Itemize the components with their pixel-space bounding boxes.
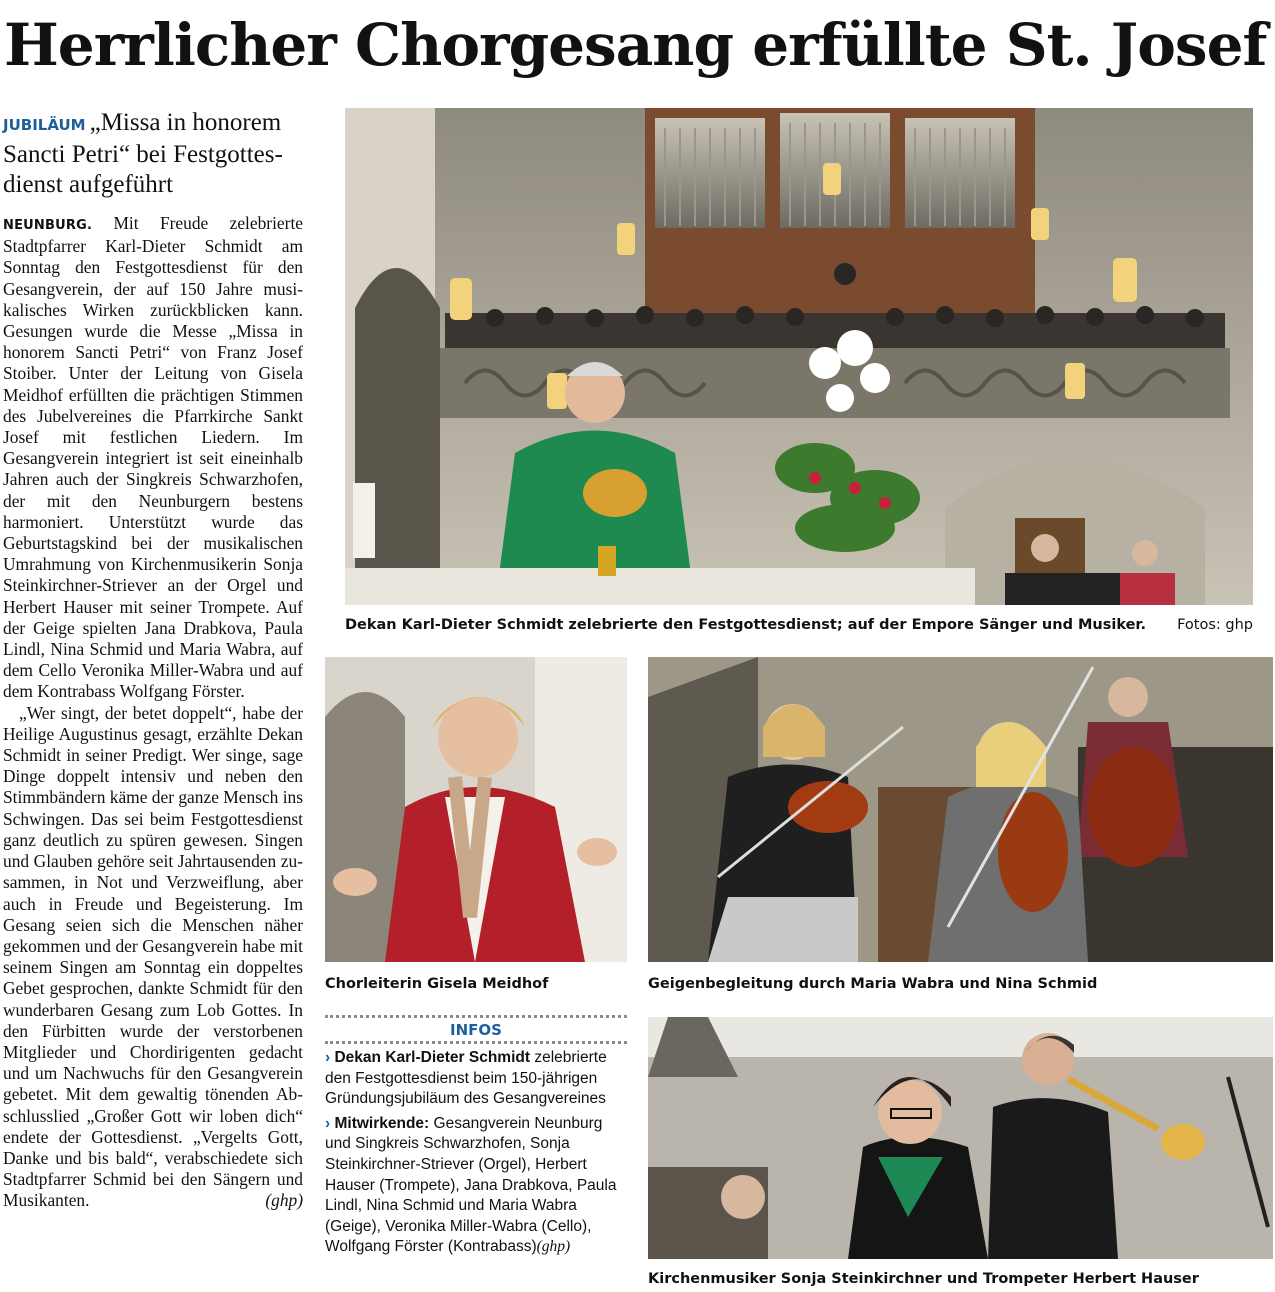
photo-trumpet-illustration (648, 1017, 1273, 1259)
chevron-right-icon: › (325, 1049, 331, 1066)
photo-violinists (648, 657, 1273, 962)
infos-box (325, 1013, 627, 1291)
subheadline-text: „Missa in honorem Sancti Petri“ bei Festgottesdienst aufgeführt (3, 109, 283, 198)
article-paragraph-1 (3, 213, 303, 703)
photo-organist-trumpeter (648, 1017, 1273, 1259)
infos-item-1-text: zelebrierte den Festgottesdienst beim 150-jährigen Gründungsjubiläum des Gesangvereines (325, 1049, 607, 1108)
paragraph-2-text: „Wer singt, der betet doppelt“, habe der Heilige Augustinus gesagt, erzählte Dekan Schmidt in seiner Predigt. Wer singe, sage Dinge doppelt intensiv und neben den Stimmbändern käme der ganze Mensch ins Schwingen. Das sei beim Festgottesdienst ganz deutlich zu spüren gewesen. Singen und Glauben gehöre seit Jahrtausenden zusammen, in Not und Verzweiflung, aber auch in Freude und Begeisterung. Im Gesang seien sich die Menschen näher gekommen und der Gesangverein habe mit seinem Singen am Sonntag ein doppeltes Gebet gesprochen, dankte Schmidt für den wunderbaren Gesang zum Lob Gottes. In den Fürbitten wurde der verstorbenen Mitglieder und Chordirigenten gedacht und um Nachwuchs für den Gesangverein gebetet. Mit dem gewaltig tönenden Abschlusslied „Großer Gott wir loben dich“ endete der Gottesdienst. „Vergelts Gott, Danke und bis bald“, verabschiedete sich Stadtpfarrer Schmid bei den Sängern und Musikanten. (3, 702, 303, 1211)
infos-item-2-lead: Mitwirkende: (334, 1114, 430, 1132)
photo-violin-illustration (648, 657, 1273, 962)
subheadline (3, 108, 313, 200)
infos-item-participants (325, 1114, 627, 1258)
photo-main-illustration (345, 108, 1253, 605)
infos-item-1-lead: Dekan Karl-Dieter Schmidt (334, 1049, 531, 1066)
photo-choir-illustration (325, 657, 627, 962)
photo-credit: Fotos: ghp (1177, 617, 1253, 633)
photo-main-altar (345, 108, 1253, 605)
photo-choir-leader (325, 657, 627, 962)
infos-item-2-text: Gesangverein Neunburg und Singkreis Schwarzhofen, Sonja Steinkirchner-Striever (Orgel), Herbert Hauser (Trompete), Jana Drabkova, Paula Lindl, Nina Schmid und Maria Wabra (Geige), Veronika Miller-Wabra (Cello), Wolfgang Förster (Kontrabass) (325, 1114, 617, 1256)
caption-organist-trumpeter: Kirchenmusiker Sonja Steinkirchner und Trompeter Herbert Hauser (648, 1271, 1199, 1287)
infos-byline: (ghp) (536, 1238, 571, 1256)
dateline: NEUNBURG. (3, 218, 93, 233)
infos-title: INFOS (325, 1015, 627, 1044)
headline: Herrlicher Chorgesang erfüllte St. Josef (4, 11, 1267, 79)
article-body (3, 213, 303, 1288)
article-paragraph-2 (3, 703, 303, 1212)
chevron-right-icon: › (325, 1114, 331, 1132)
paragraph-1-text: Mit Freude zelebrierte Stadtpfarrer Karl-Dieter Schmidt am Sonntag den Festgottesdienst für den Gesangverein, der auf 150 Jahre musikalisches Wirken zurückblicken kann. Gesungen wurde die Messe „Missa in honorem Sancti Petri“ von Franz Josef Stoiber. Unter der Leitung von Gisela Meidhof erfüllten die prächtigen Stimmen des Jubelvereines die Pfarrkirche Sankt Josef mit festlichen Liedern. Im Gesangverein integriert ist seit eineinhalb Jahren auch der Singkreis Schwarzhofen, der mit den Neunburgern bestens harmoniert. Unterstützt wurde das Geburtstagskind bei der musikalischen Umrahmung von Kirchenmusikerin Sonja Steinkirchner-Striever an der Orgel und Herbert Hauser mit seiner Trompete. Auf der Geige spielten Jana Drabkova, Paula Lindl, Nina Schmid und Maria Wabra, auf dem Cello Veronika Miller-Wabra und auf dem Kontrabass Wolfgang Förster. (3, 213, 303, 702)
caption-main-text: Dekan Karl-Dieter Schmidt zelebrierte den Festgottesdienst; auf der Empore Sänger und Musiker. (345, 617, 1147, 633)
infos-item-celebrant (325, 1048, 627, 1110)
author-tag: (ghp) (265, 1190, 303, 1211)
caption-choir-leader: Chorleiterin Gisela Meidhof (325, 976, 549, 992)
caption-main (345, 616, 1253, 634)
kicker-label: JUBILÄUM (3, 116, 86, 134)
caption-violinists: Geigenbegleitung durch Maria Wabra und Nina Schmid (648, 976, 1098, 992)
